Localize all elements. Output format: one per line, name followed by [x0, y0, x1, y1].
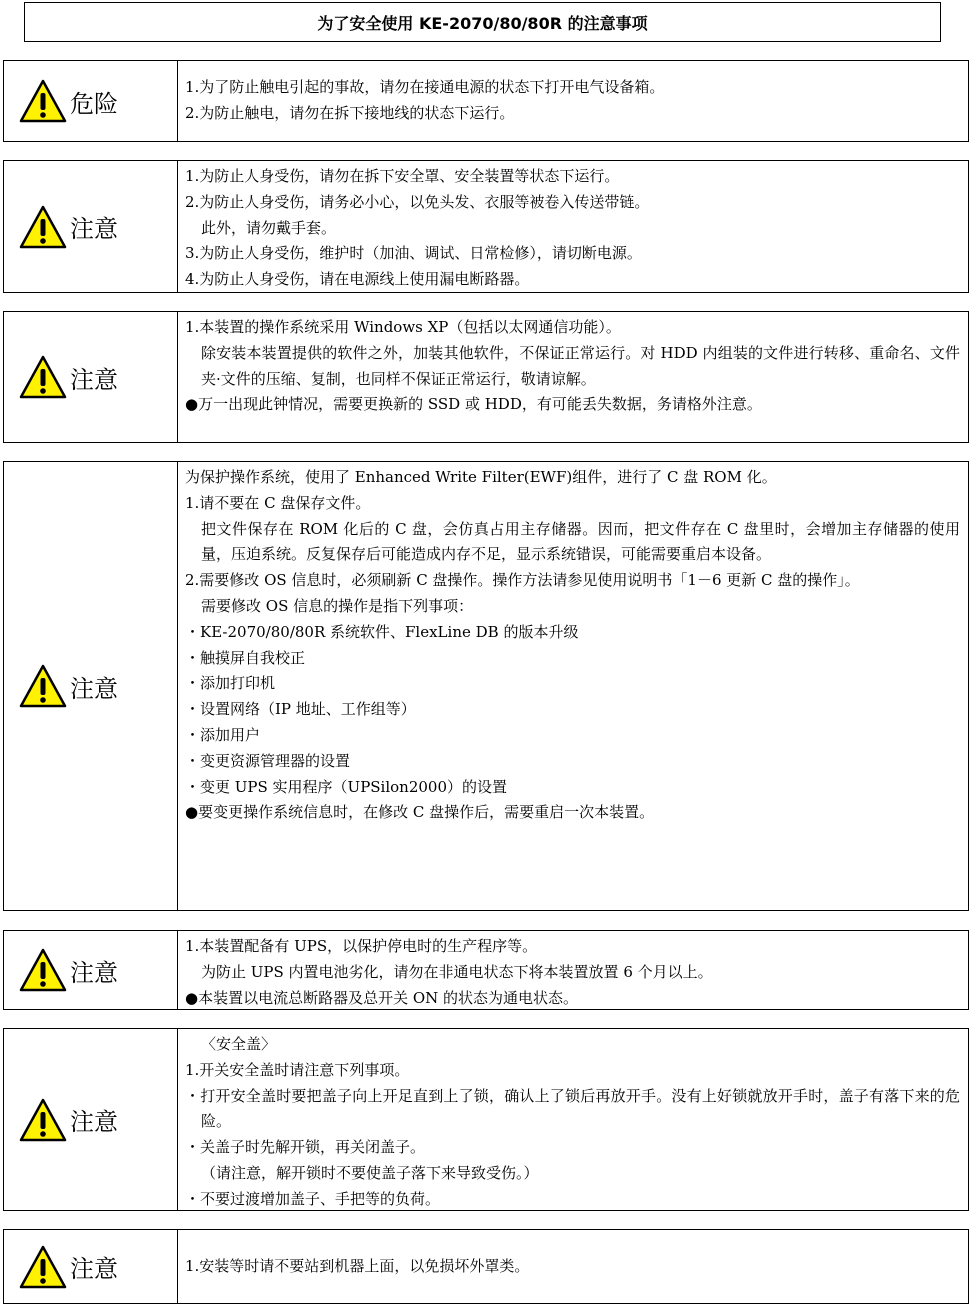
warning-triangle-icon	[18, 1097, 68, 1143]
text-line: 3.为防止人身受伤，维护时（加油、调试、日常检修），请切断电源。	[185, 244, 642, 263]
text-line: 为保护操作系统，使用了 Enhanced Write Filter(EWF)组件，进行了 C 盘 ROM 化。	[185, 468, 777, 486]
caution-block	[3, 1229, 969, 1304]
text-line: 需要修改 OS 信息的操作是指下列事项：	[201, 596, 474, 615]
label-text: 注意	[70, 365, 118, 394]
label-text: 注意	[70, 958, 118, 987]
label-text: 注意	[70, 215, 118, 243]
warning-label	[4, 1029, 178, 1210]
block-content	[178, 462, 968, 910]
text-line: （请注意，解开锁时不要使盖子落下来导致受伤。）	[201, 1163, 539, 1182]
label-text: 注意	[70, 1108, 118, 1136]
warning-label	[4, 1230, 178, 1303]
label-text: 注意	[70, 674, 118, 703]
warning-label	[4, 161, 178, 292]
block-content	[178, 931, 968, 1009]
list-item: ・添加打印机	[185, 674, 276, 693]
text-line: ●本装置以电流总断路器及总开关 ON 的状态为通电状态。	[185, 988, 579, 1007]
list-item: ・添加用户	[185, 725, 261, 744]
block-content	[178, 61, 968, 141]
list-item: ・触摸屏自我校正	[185, 648, 306, 667]
text-paragraph: 2.需要修改 OS 信息时，必须刷新 C 盘操作。操作方法请参见使用说明书「1－6 更新 C 盘的操作」。	[185, 571, 860, 590]
warning-label	[4, 931, 178, 1009]
warning-triangle-icon	[18, 78, 68, 124]
text-line: 1.为了防止触电引起的事故，请勿在接通电源的状态下打开电气设备箱。	[185, 78, 665, 96]
block-content	[178, 1230, 968, 1303]
label-text: 危险	[70, 89, 118, 118]
section-heading: 〈安全盖〉	[201, 1035, 277, 1053]
safety-cover-block	[3, 1028, 969, 1211]
text-line: 1.本装置配备有 UPS，以保护停电时的生产程序等。	[185, 937, 538, 955]
warning-triangle-icon	[18, 663, 68, 709]
text-paragraph: 把文件保存在 ROM 化后的 C 盘，会仿真占用主存储器。因而，把文件存在 C 盘里时，会增加主存储器的使用量，压迫系统。反复保存后可能造成内存不足，显示系统错误，可能需要重启本设备。	[201, 519, 960, 564]
text-paragraph: 除安装本装置提供的软件之外，加装其他软件，不保证正常运行。对 HDD 内组装的文件进行转移、重命名、文件夹·文件的压缩、复制，也同样不保证正常运行，敬请谅解。	[201, 343, 960, 388]
text-line: 1.为防止人身受伤，请勿在拆下安全罩、安全装置等状态下运行。	[185, 167, 620, 185]
danger-block	[3, 60, 969, 142]
caution-block	[3, 311, 969, 443]
block-content	[178, 312, 968, 442]
text-line: 此外，请勿戴手套。	[201, 218, 337, 237]
list-item: ・变更资源管理器的设置	[185, 751, 351, 770]
caution-block	[3, 461, 969, 911]
warning-label	[4, 462, 178, 910]
list-item: ・打开安全盖时要把盖子向上开足直到上了锁，确认上了锁后再放开手。没有上好锁就放开手时，盖子有落下来的危险。	[185, 1086, 960, 1131]
block-content	[178, 161, 968, 292]
text-line: 2.为防止人身受伤，请务必小心，以免头发、衣服等被卷入传送带链。	[185, 192, 650, 211]
list-item: ・设置网络（IP 地址、工作组等）	[185, 700, 416, 719]
text-line: 1.开关安全盖时请注意下列事项。	[185, 1060, 410, 1079]
warning-triangle-icon	[18, 1244, 68, 1290]
text-line: 1.安装等时请不要站到机器上面，以免损坏外罩类。	[185, 1256, 530, 1275]
warning-triangle-icon	[18, 947, 68, 993]
list-item: ・变更 UPS 实用程序（UPSilon2000）的设置	[185, 777, 508, 796]
text-line: 2.为防止触电，请勿在拆下接地线的状态下运行。	[185, 103, 515, 122]
text-line: 1.请不要在 C 盘保存文件。	[185, 493, 371, 512]
warning-triangle-icon	[18, 204, 68, 250]
label-text: 注意	[70, 1255, 118, 1283]
caution-block	[3, 160, 969, 293]
text-line: 为防止 UPS 内置电池劣化，请勿在非通电状态下将本装置放置 6 个月以上。	[201, 962, 713, 981]
page-title: 为了安全使用 KE-2070/80/80R 的注意事项	[24, 2, 941, 42]
text-line: 1.本装置的操作系统采用 Windows XP（包括以太网通信功能）。	[185, 318, 621, 336]
list-item: ・关盖子时先解开锁，再关闭盖子。	[185, 1138, 426, 1157]
caution-block	[3, 930, 969, 1010]
warning-label	[4, 312, 178, 442]
block-content	[178, 1029, 968, 1210]
warning-triangle-icon	[18, 354, 68, 400]
text-line: ●要变更操作系统信息时，在修改 C 盘操作后，需要重启一次本装置。	[185, 803, 655, 822]
list-item: ・KE-2070/80/80R 系统软件、FlexLine DB 的版本升级	[185, 622, 579, 641]
text-line: 4.为防止人身受伤，请在电源线上使用漏电断路器。	[185, 270, 530, 289]
warning-label	[4, 61, 178, 141]
text-line: ●万一出现此钟情况，需要更换新的 SSD 或 HDD，有可能丢失数据，务请格外注意。	[185, 395, 762, 414]
list-item: ・不要过渡增加盖子、手把等的负荷。	[185, 1189, 441, 1208]
